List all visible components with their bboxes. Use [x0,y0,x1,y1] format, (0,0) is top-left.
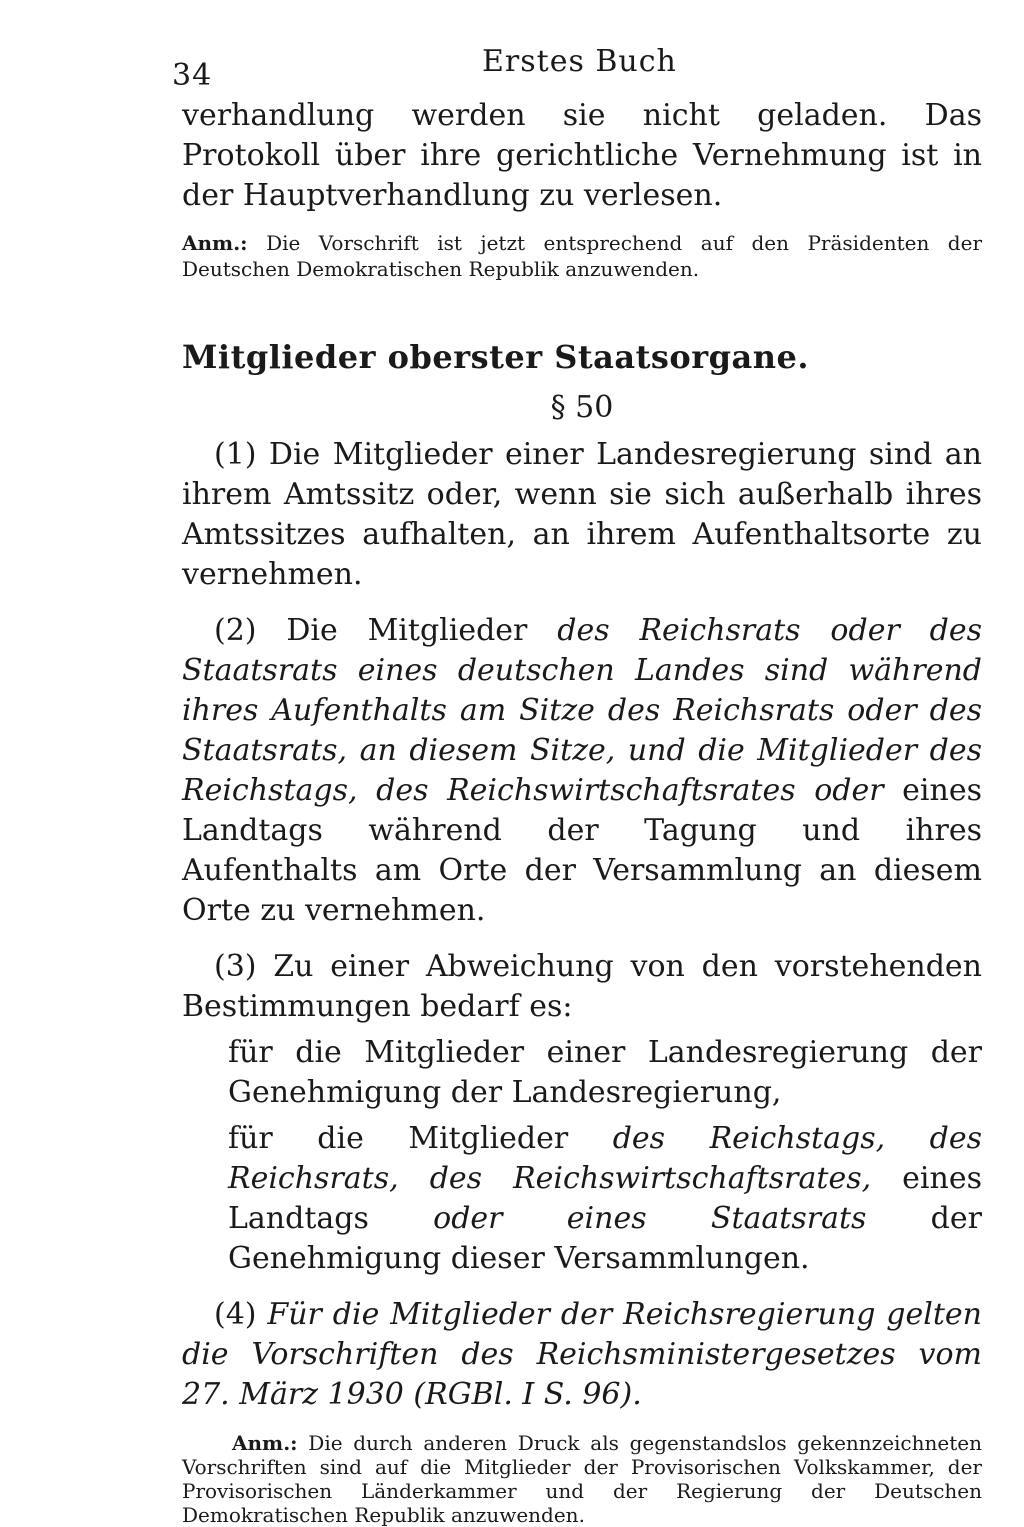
subsection-3-item-2 [182,1119,982,1279]
paragraph-sign: § 50 [550,390,614,425]
subsection-2-italic: des Reichsrats oder des Staatsrats eines deutschen Landes sind während ihres Aufenthalts am Sitze des Reichsrats oder des Staatsrats, an diesem Sitze, und die Mitglieder des Reichstags, des Reichswirtschaftsrates oder [182,613,982,808]
page-content [182,96,982,1527]
subsection-3-intro: (3) Zu einer Abweichung von den vorstehenden Bestimmungen bedarf es: [182,949,982,1024]
subsection-1: (1) Die Mitglieder einer Landesregierung sind an ihrem Amtssitz oder, wenn sie sich außerhalb ihres Amtssitzes aufhalten, an ihrem Aufenthaltsorte zu vernehmen. [182,437,982,592]
page-header [172,40,972,93]
subsection-4-text: Für die Mitglieder der Reichsregierung gelten die Vorschriften des Reichsministergesetzes vom 27. März 1930 (RGBl. I S. 96). [182,1297,982,1412]
subsection-4 [182,1295,982,1415]
subsection-4-number: (4) [214,1297,268,1332]
annotation-1-text: Die Vorschrift ist jetzt entsprechend auf den Präsidenten der Deutschen Demokratischen Republik anzuwenden. [182,231,983,281]
item-2-part-3: der Genehmigung dieser Versammlungen. [228,1201,982,1276]
subsection-2-part-1: (2) Die Mitglieder [214,613,558,648]
section-heading: Mitglieder oberster Staatsorgane. [182,338,809,376]
subsection-2-part-2: eines Landtags während der Tagung und ihres Aufenthalts am Orte der Versammlung an diesem Orte zu vernehmen. [182,773,982,928]
page-number: 34 [172,58,213,93]
item-2-italic-1: des Reichstags, des Reichsrats, des Reichswirtschaftsrates, [228,1121,983,1196]
annotation-2-text: Die durch anderen Druck als gegenstandslos gekennzeichneten Vorschriften sind auf die Mitglieder der Provisorischen Volkskammer, der Provisorischen Länderkammer und der Regierung der Deutschen Demokratischen Republik anzuwenden. [182,1431,982,1527]
continuation-text: verhandlung werden sie nicht geladen. Das Protokoll über ihre gerichtliche Vernehmung ist in der Hauptverhandlung zu verlesen. [182,98,982,213]
annotation-2-label: Anm.: [232,1431,298,1455]
item-2-part-2: eines Landtags [228,1161,982,1236]
item-2-italic-2: oder eines Staatsrats [433,1201,867,1236]
annotation-2 [182,1431,982,1527]
item-2-part-1: für die Mitglieder [228,1121,613,1156]
running-head: Erstes Buch [482,44,677,79]
annotation-1 [182,230,982,282]
subsection-2 [182,611,982,931]
subsection-3-item-1: für die Mitglieder einer Landesregierung der Genehmigung der Landesregierung, [228,1035,982,1110]
annotation-1-label: Anm.: [182,231,248,255]
